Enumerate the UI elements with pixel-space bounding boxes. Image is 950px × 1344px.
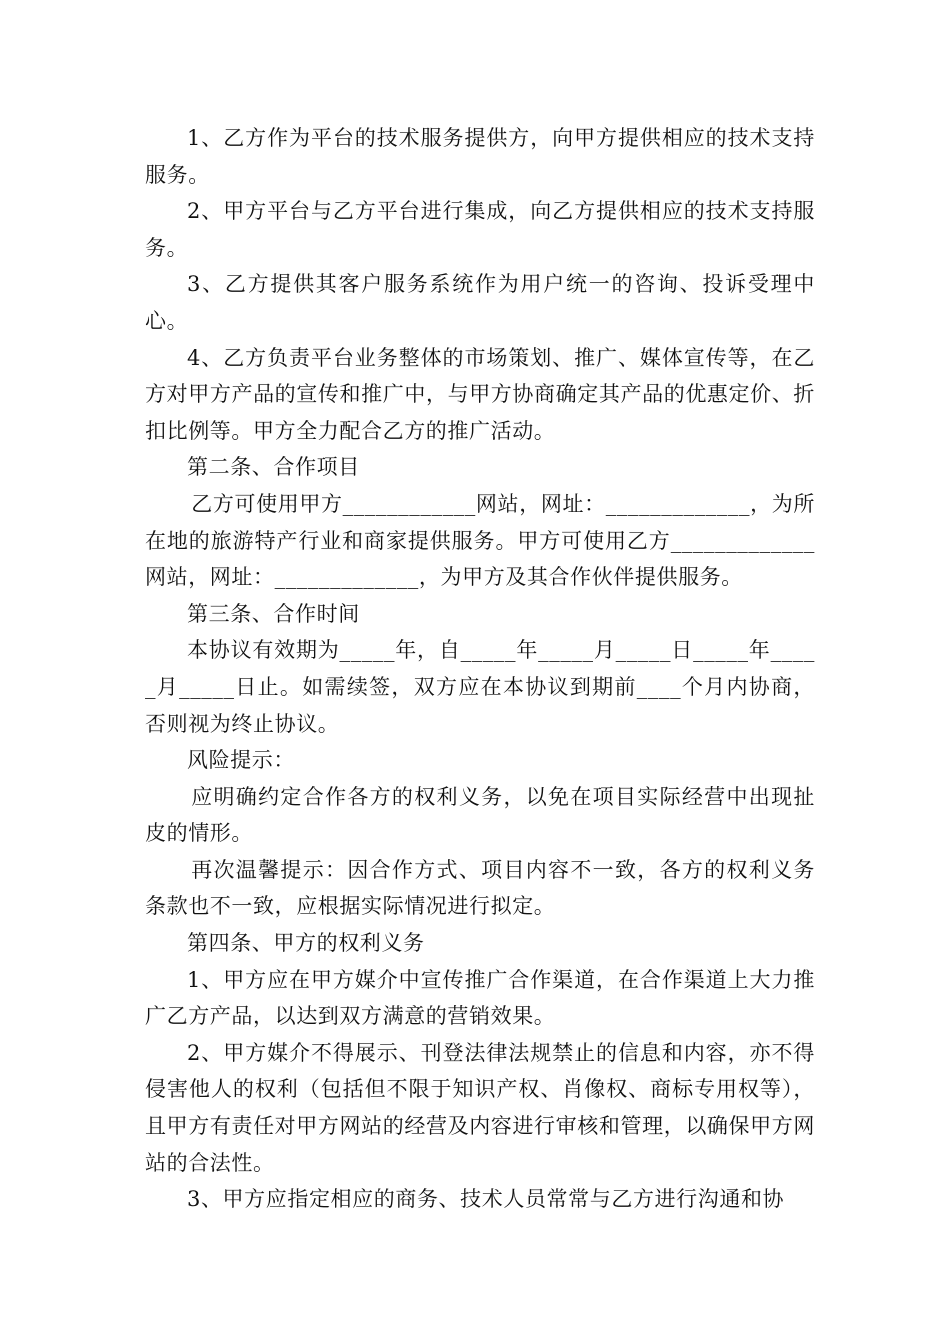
party-a-duty-1: 1、甲方应在甲方媒介中宣传推广合作渠道，在合作渠道上大力推广乙方产品，以达到双方满意的营销效果。 [145, 967, 815, 1029]
clause-item-3: 3、乙方提供其客户服务系统作为用户统一的咨询、投诉受理中心。 [145, 272, 815, 333]
clause-item-4: 4、乙方负责平台业务整体的市场策划、推广、媒体宣传等，在乙方对甲方产品的宣传和推广中，与甲方协商确定其产品的优惠定价、折扣比例等。甲方全力配合乙方的推广活动。 [145, 345, 815, 443]
section-heading-2: 第二条、合作项目 [187, 455, 360, 480]
cooperation-period-text: 本协议有效期为_____年，自_____年_____月_____日_____年_____月_____日止。如需续签，双方应在本协议到期前____个月内协商，否则视为终止协议。 [145, 638, 815, 736]
party-a-duty-3: 3、甲方应指定相应的商务、技术人员常常与乙方进行沟通和协 [187, 1187, 785, 1212]
risk-notice-text: 应明确约定合作各方的权利义务，以免在项目实际经营中出现扯皮的情形。 [145, 784, 815, 846]
risk-notice-heading: 风险提示： [187, 748, 295, 773]
clause-item-2: 2、甲方平台与乙方平台进行集成，向乙方提供相应的技术支持服务。 [145, 199, 815, 260]
document-page [145, 120, 815, 1218]
clause-item-1: 1、乙方作为平台的技术服务提供方，向甲方提供相应的技术支持服务。 [145, 126, 815, 187]
section-heading-4: 第四条、甲方的权利义务 [187, 931, 425, 956]
section-heading-3: 第三条、合作时间 [187, 601, 360, 626]
reminder-text: 再次温馨提示：因合作方式、项目内容不一致，各方的权利义务条款也不一致，应根据实际情况进行拟定。 [145, 857, 815, 919]
cooperation-project-text: 乙方可使用甲方____________网站，网址：_____________，为所在地的旅游特产行业和商家提供服务。甲方可使用乙方_____________网站，网址：_____________，为甲方及其合作伙伴提供服务。 [145, 491, 815, 590]
party-a-duty-2: 2、甲方媒介不得展示、刊登法律法规禁止的信息和内容，亦不得侵害他人的权利（包括但不限于知识产权、肖像权、商标专用权等），且甲方有责任对甲方网站的经营及内容进行审核和管理，以确保甲方网站的合法性。 [145, 1040, 815, 1175]
